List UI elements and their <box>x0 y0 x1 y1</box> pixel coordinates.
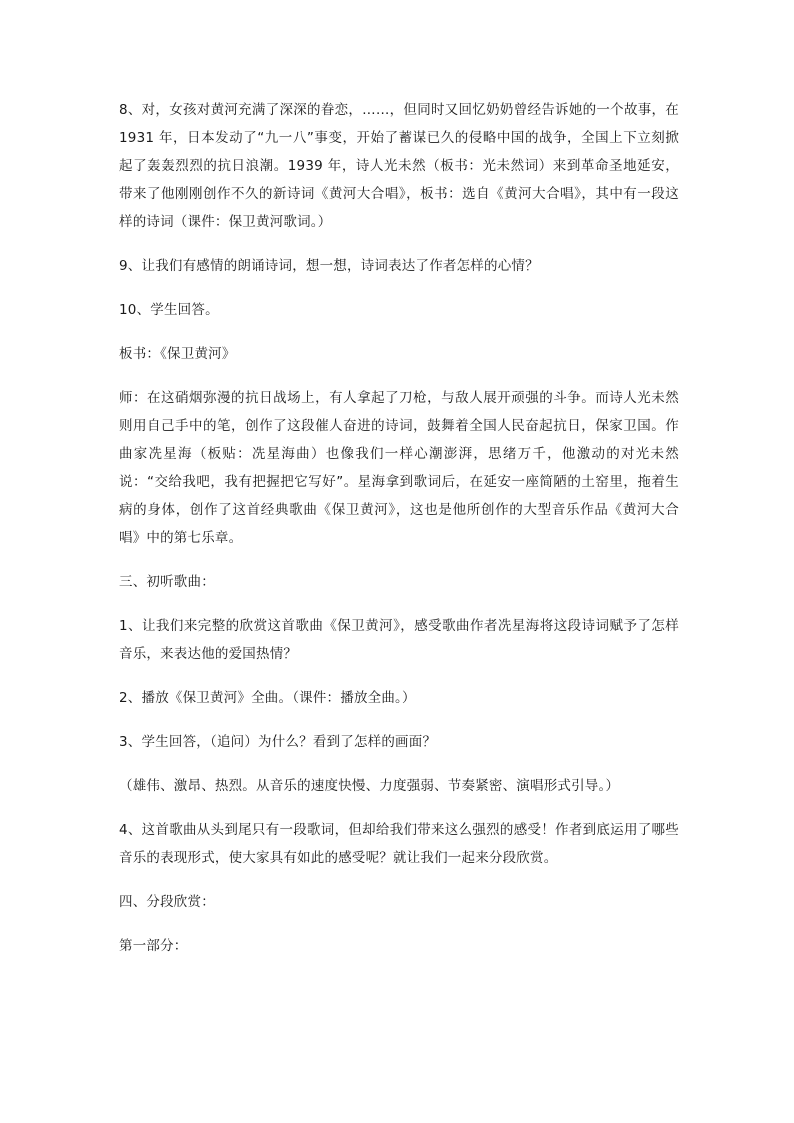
note-guidance: （雄伟、激昂、热烈。从音乐的速度快慢、力度强弱、节奏紧密、演唱形式引导。） <box>119 778 620 794</box>
section-heading-segment-listen: 四、分段欣赏： <box>119 894 215 910</box>
list-item-4: 4、这首歌曲从头到尾只有一段歌词，但却给我们带来这么强烈的感受！作者到底运用了哪些音乐的表现形式，使大家具有如此的感受呢？就让我们一起来分段欣赏。 <box>119 822 679 866</box>
paragraph-10-answer: 10、学生回答。 <box>119 302 219 318</box>
list-item-2: 2、播放《保卫黄河》全曲。（课件：播放全曲。） <box>119 690 416 706</box>
sub-heading-part-one: 第一部分： <box>119 938 188 954</box>
paragraph-9-recite: 9、让我们有感情的朗诵诗词，想一想，诗词表达了作者怎样的心情？ <box>119 258 539 274</box>
paragraph-teacher: 师：在这硝烟弥漫的抗日战场上，有人拿起了刀枪，与敌人展开顽强的斗争。而诗人光未然则用自己手中的笔，创作了这段催人奋进的诗词，鼓舞着全国人民奋起抗日，保家卫国。作曲家冼星海（板贴：冼星海曲）也像我们一样心潮澎湃，思绪万千，他激动的对光未然说：“交给我吧，我有把握把它写好”。星海拿到歌词后，在延安一座简陋的土窑里，拖着生病的身体，创作了这首经典歌曲《保卫黄河》，这也是他所创作的大型音乐作品《黄河大合唱》中的第七乐章。 <box>119 390 679 546</box>
blackboard-title: 板书：《保卫黄河》 <box>119 346 236 362</box>
list-item-1: 1、让我们来完整的欣赏这首歌曲《保卫黄河》，感受歌曲作者冼星海将这段诗词赋予了怎样音乐，来表达他的爱国热情？ <box>119 618 679 662</box>
section-heading-first-listen: 三、初听歌曲： <box>119 574 215 590</box>
paragraph-8-story: 8、对，女孩对黄河充满了深深的眷恋，……，但同时又回忆奶奶曾经告诉她的一个故事，在 1931 年，日本发动了“九一八”事变，开始了蓄谋已久的侵略中国的战争，全国上下立刻掀起了轰轰烈烈的抗日浪潮。1939 年，诗人光未然（板书：光未然词）来到革命圣地延安，带来了他刚刚创作不久的新诗词《黄河大合唱》，板书：选自《黄河大合唱》，其中有一段这样的诗词（课件：保卫黄河歌词。） <box>119 102 679 230</box>
document-body <box>119 96 679 976</box>
list-item-3: 3、学生回答，（追问）为什么？看到了怎样的画面？ <box>119 734 437 750</box>
